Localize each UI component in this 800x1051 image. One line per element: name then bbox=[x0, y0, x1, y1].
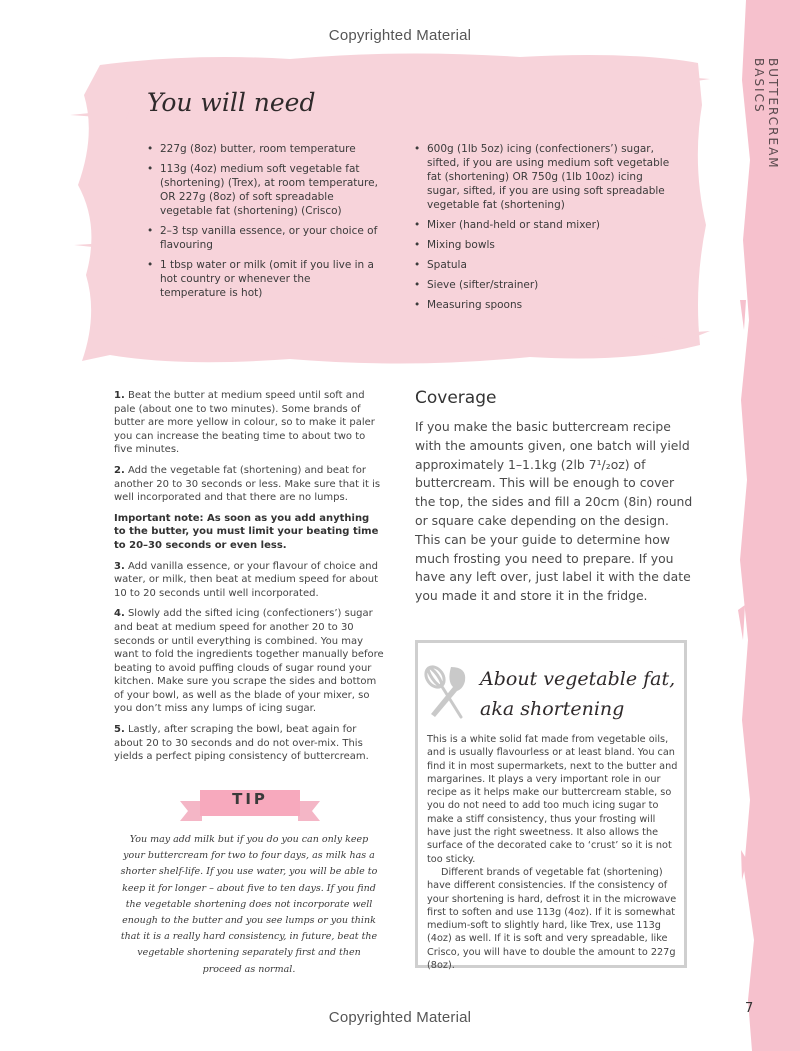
step-number: 3. bbox=[114, 560, 125, 572]
step-text: Lastly, after scraping the bowl, beat again for about 20 to 30 seconds and do not over-mix. This yields a perfect piping consistency of buttercream. bbox=[114, 724, 369, 763]
list-item: • Spatula bbox=[414, 258, 676, 272]
list-item: • 227g (8oz) butter, room temperature bbox=[147, 142, 379, 156]
list-item: • Sieve (sifter/strainer) bbox=[414, 278, 676, 292]
list-item: • 2–3 tsp vanilla essence, or your choice of flavouring bbox=[147, 224, 379, 252]
method-step-3 bbox=[114, 560, 384, 601]
equipment-list bbox=[414, 142, 676, 318]
title-line: aka shortening bbox=[480, 698, 625, 720]
method-step-1 bbox=[114, 389, 384, 457]
you-will-need-title: You will need bbox=[147, 88, 316, 117]
list-item: • Mixing bowls bbox=[414, 238, 676, 252]
list-item: • 600g (1lb 5oz) icing (confectioners’) sugar, sifted, if you are using medium soft vegetable fat (shortening) OR 750g (1lb 10oz) icing sugar, sifted, if you are using soft spreadable vegetable fat (shortening) bbox=[414, 142, 676, 212]
section-side-label: BUTTERCREAM BASICS bbox=[752, 58, 780, 170]
list-item: • 1 tbsp water or milk (omit if you live in a hot country or whenever the temperature is hot) bbox=[147, 258, 379, 300]
method-steps bbox=[114, 389, 384, 771]
step-number: 1. bbox=[114, 390, 125, 401]
step-number: 2. bbox=[114, 464, 125, 476]
title-line: About vegetable fat, bbox=[480, 668, 676, 690]
step-number: 5. bbox=[114, 724, 125, 736]
paragraph: Different brands of vegetable fat (shortening) have different consistencies. If the consistency of your shortening is hard, defrost it in the microwave first to soften and use 113g (4oz). If it is somewhat medium-soft to slightly hard, like Trex, use 113g (4oz) as well. If it is soft and very spreadable, like Crisco, you will have to double the amount to 227g (8oz). bbox=[427, 866, 677, 972]
step-text: Slowly add the sifted icing (confectioners’) sugar and beat at medium speed for another 20 to 30 seconds or until everything is combined. You may want to fold the ingredients together manually before beating to avoid puffing clouds of sugar round your kitchen. Make sure you scrape the sides and bottom of your bowl, as well as the blade of your mixer, so you don’t miss any lumps of icing sugar. bbox=[114, 608, 384, 715]
list-item: • Measuring spoons bbox=[414, 298, 676, 312]
vegetable-fat-text bbox=[427, 733, 679, 972]
vegetable-fat-title bbox=[480, 664, 680, 724]
method-step-5 bbox=[114, 723, 384, 764]
page-number: 7 bbox=[745, 1001, 754, 1016]
copyright-watermark-top: Copyrighted Material bbox=[328, 27, 472, 44]
tip-text: You may add milk but if you do you can only keep your buttercream for two to four days, as milk has a shorter shelf-life. If you use water, you will be able to keep it for longer – about five to ten days. If you find the vegetable shortening does not incorporate well enough to the butter and you see lumps or you think that it is a really hard consistency, in future, beat the vegetable shortening separately first and then proceed as normal. bbox=[120, 834, 378, 975]
tip-label: TIP bbox=[232, 790, 268, 808]
copyright-watermark-bottom: Copyrighted Material bbox=[328, 1009, 472, 1026]
step-number: 4. bbox=[114, 608, 125, 620]
step-text: Add vanilla essence, or your flavour of choice and water, or milk, then beat at medium speed for about 10 to 20 seconds until well incorporated. bbox=[114, 560, 379, 599]
ingredients-list bbox=[147, 142, 379, 306]
coverage-heading: Coverage bbox=[415, 388, 497, 408]
step-text: Add the vegetable fat (shortening) and beat for another 20 to 30 seconds or less. Make sure that it is well incorporated and that there are no lumps. bbox=[114, 464, 381, 504]
list-item: • 113g (4oz) medium soft vegetable fat (shortening) (Trex), at room temperature, OR 227g (8oz) of soft spreadable vegetable fat (shortening) (Crisco) bbox=[147, 162, 379, 218]
method-step-2 bbox=[114, 464, 384, 505]
list-item: • Mixer (hand-held or stand mixer) bbox=[414, 218, 676, 232]
paragraph: This is a white solid fat made from vegetable oils, and is usually flavourless or at least bland. You can find it in most supermarkets, next to the butter and margarines. It plays a very important role in our recipe as it helps make our buttercream stable, so you do not need to add too much icing sugar to make a stiff consistency, thus your frosting will have just the right sweetness. It also allows the surface of the decorated cake to ‘crust’ so it is not too sticky. bbox=[427, 734, 678, 865]
method-step-4 bbox=[114, 607, 384, 716]
important-note: Important note: As soon as you add anything to the butter, you must limit your beating time to 20–30 seconds or even less. bbox=[114, 512, 379, 551]
step-text: Beat the butter at medium speed until soft and pale (about one to two minutes). Some brands of butter are more yellow in colour, so to make it paler you can increase the beating time to about two to five minutes. bbox=[114, 390, 375, 456]
coverage-text: If you make the basic buttercream recipe with the amounts given, one batch will yield approximately 1–1.1kg (2lb 7¹/₂oz) of buttercream. This will be enough to cover the top, the sides and fill a 20cm (8in) round or square cake depending on the design. This can be your guide to determine how much frosting you need to prepare. If you have any left over, just label it with the date you made it and store it in the fridge. bbox=[415, 419, 693, 604]
whisk-spatula-icon bbox=[421, 665, 471, 723]
